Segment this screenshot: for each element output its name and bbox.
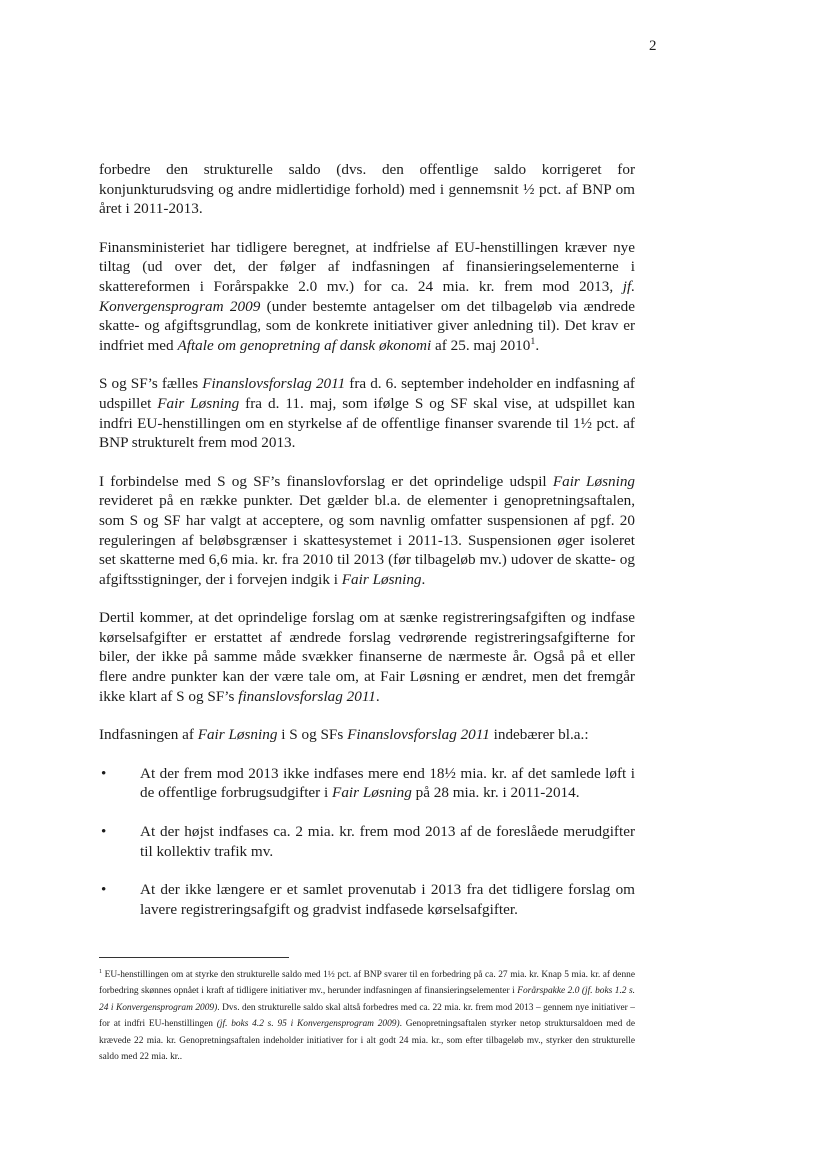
bullet-icon: • — [101, 764, 107, 782]
citation: Fair Løsning — [157, 394, 240, 412]
list-item — [99, 880, 635, 919]
text-run: (under bestemte antagelser om det tilbageløb via ændrede skatte- og afgiftsgrundlag, som de konkrete initiativer giver anledning til). Det krav er indfriet med — [99, 297, 635, 354]
citation: Aftale om genopretning af dansk økonomi — [177, 336, 432, 354]
paragraph-1 — [99, 160, 635, 219]
text-run: af 25. maj 2010 — [431, 336, 531, 354]
citation: Finanslovsforslag 2011 — [202, 375, 346, 393]
citation: (jf. boks 4.2 s. 95 i Konvergensprogram 2009) — [216, 1019, 400, 1030]
paragraph-5 — [99, 608, 635, 706]
text-run: fra d. 6. september indeholder en indfasning af udspillet — [99, 375, 635, 412]
citation: Forårspakke 2.0 (jf. boks 1.2 s. 24 i Konvergensprogram 2009) — [99, 986, 635, 1013]
paragraph-4 — [99, 472, 635, 590]
text-run: EU-henstillingen om at styrke den strukturelle saldo med 1½ pct. af BNP svarer til en forbedring på ca. 27 mia. kr. Knap 5 mia. kr. af denne forbedring skønnes opnået i kraft af tidligere initiativer mv., herunder indfasningen af finansieringselementer i — [99, 970, 635, 997]
text-run: I forbindelse med S og SF’s finanslovforslag er det oprindelige udspil — [99, 472, 553, 490]
text-run: . — [375, 687, 380, 705]
text-run: på 28 mia. kr. i 2011-2014. — [411, 784, 580, 802]
text-run: Finansministeriet har tidligere beregnet, at indfrielse af EU-henstillingen kræver nye tiltag (ud over det, der følger af indfasningen af finansieringselementerne i skattereformen i Forårspakke 2.0 mv.) for ca. 24 mia. kr. frem mod 2013, — [99, 238, 635, 295]
citation: Fair Løsning — [552, 472, 636, 490]
paragraph-6 — [99, 725, 635, 745]
text-run: . — [535, 336, 540, 354]
text-run: Dertil kommer, at det oprindelige forslag om at sænke registreringsafgiften og indfase kørselsafgifter er erstattet af ændrede forslag vedrørende registreringsafgifterne for biler, der ikke på samme måde svækker finanserne de nærmeste år. Også på et eller flere andre punkter kan der være tale om, at Fair Løsning er ændret, men det fremgår ikke klart af S og SF’s — [99, 609, 635, 705]
bullet-icon: • — [101, 823, 107, 841]
citation: jf. Konvergensprogram 2009 — [99, 277, 635, 315]
text-run: At der frem mod 2013 ikke indfases mere end 18½ mia. kr. af det samlede løft i de offentlige forbrugsudgifter i — [140, 764, 635, 802]
paragraph-2 — [99, 238, 635, 356]
text-run: fra d. 11. maj, som ifølge S og SF skal vise, at udspillet kan indfri EU-henstillingen om en styrkelse af de offentlige finanser svarende til 1½ pct. af BNP strukturelt frem mod 2013. — [99, 394, 636, 452]
citation: Fair Løsning — [332, 784, 412, 802]
text-run: . Genopretningsaftalen styrker netop struktursaldoen med de krævede 22 mia. kr. Genopretningsaftalen indeholder initiativer for i alt godt 24 mia. kr., som efter tilbageløb mv., styrker den strukturelle saldo med 22 mia. kr.. — [99, 1019, 635, 1063]
footnote — [99, 967, 635, 1065]
text-run: S og SF’s fælles — [99, 375, 203, 393]
text-run: . — [421, 570, 426, 588]
text-run: At der ikke længere er et samlet provenutab i 2013 fra det tidligere forslag om lavere registreringsafgift og gradvist indfasede kørselsafgifter. — [140, 881, 635, 918]
footnote-divider — [99, 957, 289, 958]
text-run: Indfasningen af — [99, 726, 198, 744]
citation: finanslovsforslag 2011 — [238, 687, 376, 705]
text-run: . Dvs. den strukturelle saldo skal altså forbedres med ca. 22 mia. kr. frem mod 2013 – gennem nye initiativer – for at indfri EU-henstillingen — [99, 1002, 635, 1030]
text-run: revideret på en række punkter. Det gælder bl.a. de elementer i genopretningsaftalen, som S og SF har valgt at acceptere, og som navnlig omfatter suspensionen af pgf. 20 reguleringen af beløbsgrænser i skattesystemet i 2011-13. Suspensionen øger isoleret set skatterne med 6,6 mia. kr. fra 2010 til 2013 (før tilbageløb mv.) udover de skatte- og afgiftsstigninger, der i forvejen indgik i — [99, 492, 635, 588]
footnote-number: 1 — [99, 968, 103, 975]
list-item — [99, 822, 635, 861]
bullet-list — [99, 764, 635, 920]
list-item — [99, 764, 635, 803]
citation: Fair Løsning — [341, 570, 422, 588]
paragraph-1-text: forbedre den strukturelle saldo (dvs. den offentlige saldo korrigeret for konjunkturudsving og andre midlertidige forhold) med i gennemsnit ½ pct. af BNP om året i 2011-2013. — [99, 161, 635, 218]
bullet-icon: • — [101, 881, 107, 899]
page-number: 2 — [649, 38, 657, 54]
text-run: i S og SFs — [277, 726, 348, 744]
citation: Fair Løsning — [197, 726, 278, 744]
citation: Finanslovsforslag 2011 — [347, 726, 490, 744]
footnote-ref[interactable]: 1 — [530, 335, 536, 347]
body-text — [99, 160, 635, 938]
paragraph-3 — [99, 374, 635, 452]
text-run: indebærer bl.a.: — [489, 726, 589, 744]
text-run: At der højst indfases ca. 2 mia. kr. frem mod 2013 af de foreslåede merudgifter til kollektiv trafik mv. — [140, 823, 635, 860]
